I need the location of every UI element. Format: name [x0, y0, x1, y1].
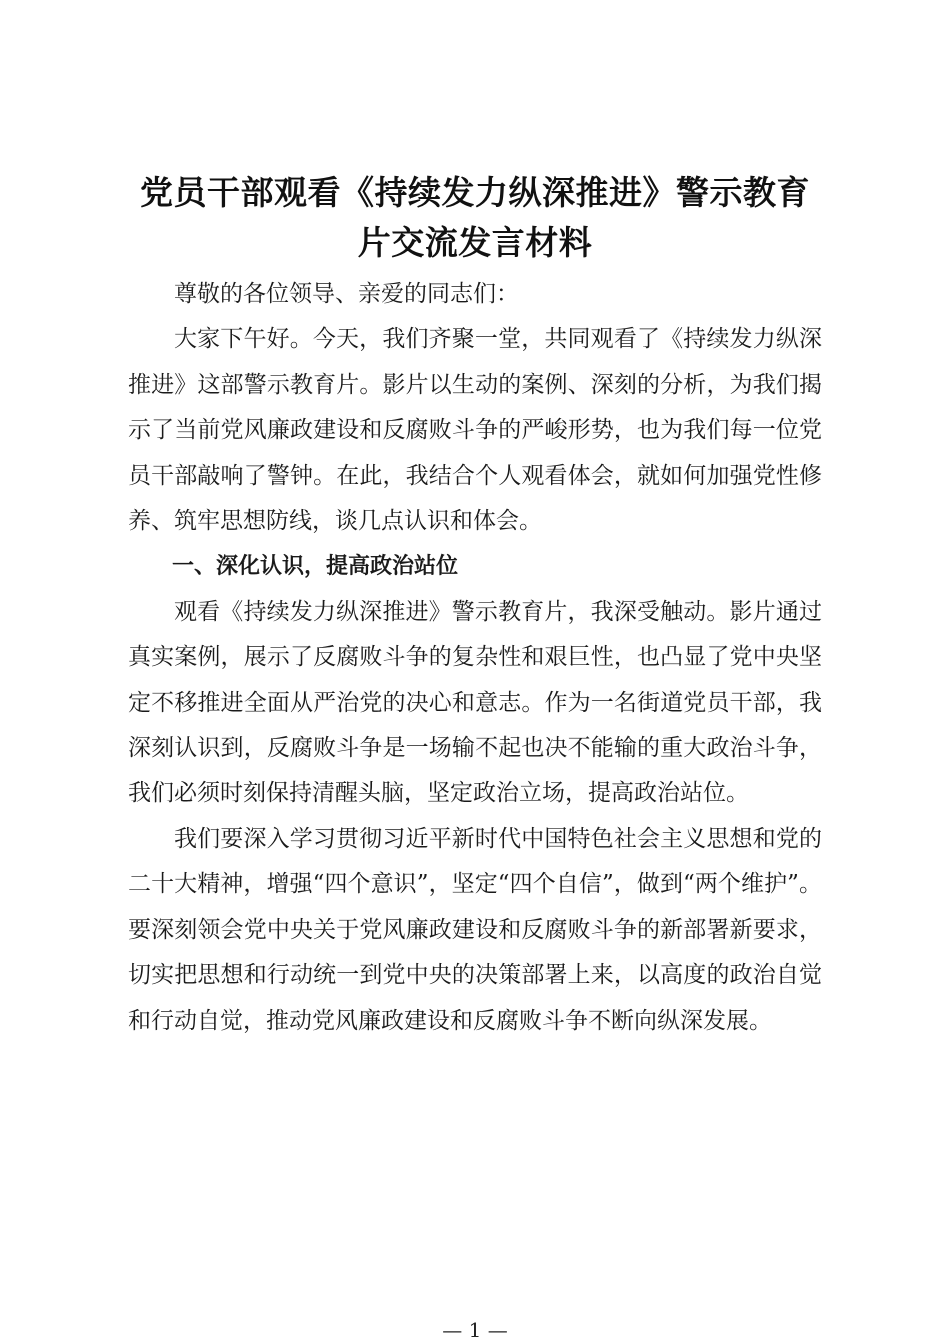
- document-body: [128, 272, 822, 1044]
- body-paragraph: 大家下午好。今天，我们齐聚一堂，共同观看了《持续发力纵深推进》这部警示教育片。影片以生动的案例、深刻的分析，为我们揭示了当前党风廉政建设和反腐败斗争的严峻形势，也为我们每一位党员干部敲响了警钟。在此，我结合个人观看体会，就如何加强党性修养、筑牢思想防线，谈几点认识和体会。: [128, 326, 822, 535]
- body-paragraph: 观看《持续发力纵深推进》警示教育片，我深受触动。影片通过真实案例，展示了反腐败斗争的复杂性和艰巨性，也凸显了党中央坚定不移推进全面从严治党的决心和意志。作为一名街道党员干部，我深刻认识到，反腐败斗争是一场输不起也决不能输的重大政治斗争，我们必须时刻保持清醒头脑，坚定政治立场，提高政治站位。: [128, 598, 822, 807]
- salutation: 尊敬的各位领导、亲爱的同志们：: [174, 281, 519, 307]
- body-paragraph: 我们要深入学习贯彻习近平新时代中国特色社会主义思想和党的二十大精神，增强“四个意识”，坚定“四个自信”，做到“两个维护”。要深刻领会党中央关于党风廉政建设和反腐败斗争的新部署新要求，切实把思想和行动统一到党中央的决策部署上来，以高度的政治自觉和行动自觉，推动党风廉政建设和反腐败斗争不断向纵深发展。: [128, 825, 822, 1034]
- document-title: 党员干部观看《持续发力纵深推进》警示教育片交流发言材料: [140, 173, 810, 262]
- page-number: — 1 —: [442, 1318, 508, 1342]
- section-heading: 一、深化认识，提高政治站位: [172, 554, 459, 580]
- document-page: [128, 168, 822, 1044]
